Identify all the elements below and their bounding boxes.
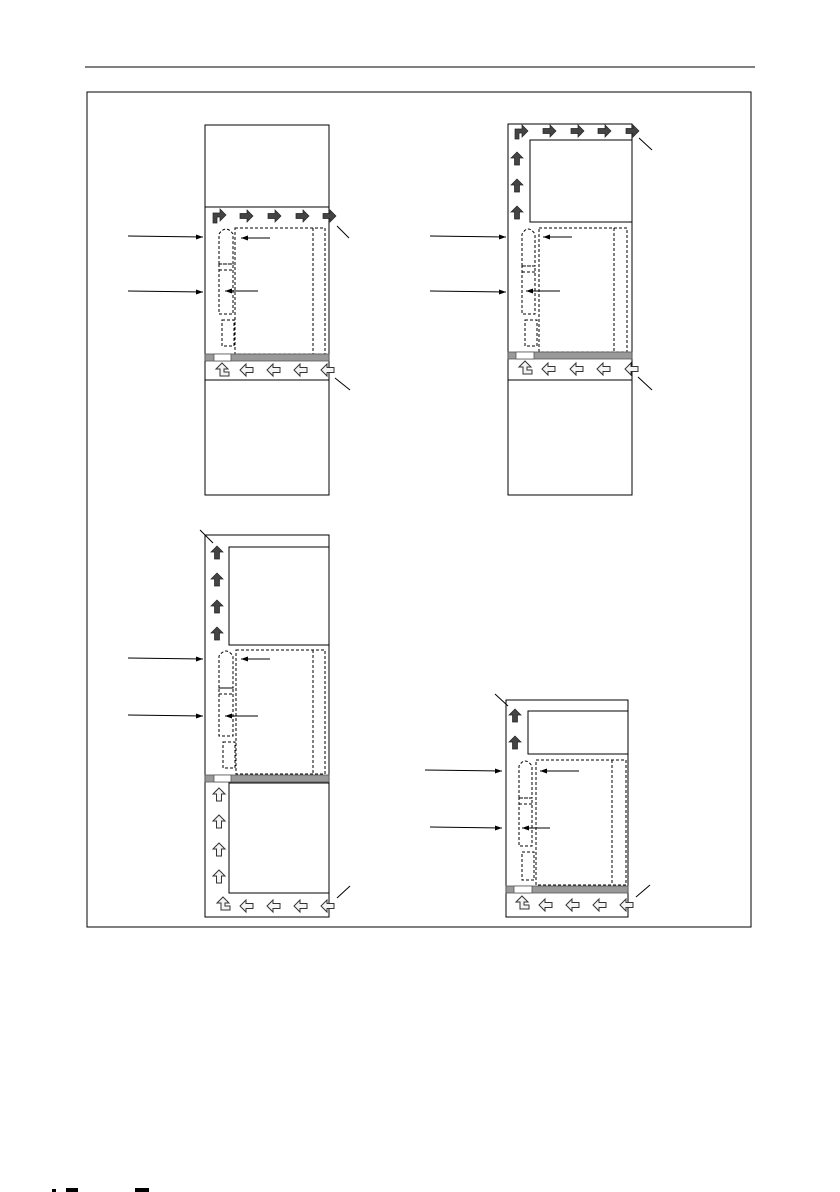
flow-arrow-left bbox=[625, 363, 638, 375]
leader-lines bbox=[425, 694, 650, 897]
upper-block bbox=[205, 125, 329, 207]
lower-block bbox=[229, 783, 329, 893]
flow-arrow-up bbox=[213, 870, 225, 883]
flow-arrow-left bbox=[597, 363, 610, 375]
flow-arrow-left bbox=[566, 899, 579, 911]
flow-arrow-right bbox=[268, 210, 281, 222]
door-shelf-middle bbox=[219, 688, 233, 736]
fridge-outline bbox=[506, 700, 628, 917]
fridge-outline bbox=[205, 535, 329, 917]
leader-lines bbox=[128, 226, 350, 390]
figure-frame bbox=[87, 92, 751, 927]
freezer-compartment bbox=[236, 650, 325, 774]
footer-marks bbox=[52, 1188, 149, 1192]
flow-arrow-turn bbox=[515, 125, 528, 139]
fridge-outline bbox=[508, 124, 632, 495]
flow-arrow-left bbox=[593, 899, 606, 911]
flow-arrow-turn bbox=[519, 361, 532, 374]
panel-bottom-right bbox=[425, 694, 650, 917]
panel-top-left bbox=[128, 125, 350, 495]
panel-bottom-left bbox=[128, 530, 350, 917]
flow-arrow-right bbox=[598, 125, 611, 137]
door-shelf-bottom bbox=[522, 852, 534, 880]
base-bar-marker bbox=[516, 352, 534, 359]
door-shelf-top bbox=[219, 229, 233, 264]
door-shelf-middle bbox=[522, 266, 535, 314]
flow-arrow-up bbox=[211, 573, 223, 586]
flow-arrow-up bbox=[509, 736, 521, 749]
flow-arrow-turn bbox=[516, 896, 529, 909]
flow-arrow-left bbox=[321, 900, 334, 912]
door-shelf-top bbox=[519, 761, 532, 798]
door-shelf-top bbox=[522, 229, 535, 266]
flow-arrow-left bbox=[267, 364, 280, 376]
door-shelf-bottom bbox=[223, 742, 235, 768]
door-shelf-bottom bbox=[525, 320, 537, 346]
flow-arrow-left bbox=[240, 364, 253, 376]
flow-arrow-right bbox=[240, 210, 253, 222]
flow-arrow-turn bbox=[217, 897, 230, 910]
flow-arrow-up bbox=[211, 546, 223, 559]
flow-arrow-left bbox=[240, 900, 253, 912]
door-shelf-top bbox=[219, 651, 233, 688]
flow-arrow-up bbox=[213, 815, 225, 828]
flow-arrow-up bbox=[509, 709, 521, 722]
flow-arrow-right bbox=[296, 210, 309, 222]
fridge-outline bbox=[205, 207, 329, 495]
flow-arrow-left bbox=[294, 364, 307, 376]
flow-arrow-left bbox=[294, 900, 307, 912]
flow-arrow-left bbox=[267, 900, 280, 912]
base-bar-marker bbox=[214, 775, 231, 782]
flow-arrow-left bbox=[570, 363, 583, 375]
flow-arrow-up bbox=[213, 843, 225, 856]
flow-arrow-up bbox=[211, 600, 223, 613]
flow-arrow-up bbox=[511, 152, 523, 165]
upper-block bbox=[229, 547, 329, 645]
upper-block bbox=[530, 140, 632, 222]
flow-arrow-turn bbox=[216, 363, 229, 376]
door-shelf-middle bbox=[519, 798, 532, 846]
upper-block bbox=[528, 711, 628, 754]
flow-arrow-right bbox=[543, 125, 556, 137]
flow-arrow-up bbox=[511, 206, 523, 219]
flow-arrow-up bbox=[213, 788, 225, 801]
leader-lines bbox=[128, 530, 350, 898]
base-bar-marker bbox=[214, 354, 231, 361]
flow-arrow-left bbox=[542, 363, 555, 375]
flow-arrow-left bbox=[539, 899, 552, 911]
flow-arrow-turn bbox=[213, 209, 226, 223]
flow-arrow-up bbox=[211, 627, 223, 640]
flow-arrow-left bbox=[620, 899, 633, 911]
flow-arrow-up bbox=[511, 179, 523, 192]
door-shelf-bottom bbox=[222, 320, 234, 346]
panel-top-right bbox=[430, 124, 652, 495]
flow-arrow-left bbox=[321, 364, 334, 376]
base-bar-marker bbox=[514, 886, 532, 893]
flow-arrow-right bbox=[571, 125, 584, 137]
